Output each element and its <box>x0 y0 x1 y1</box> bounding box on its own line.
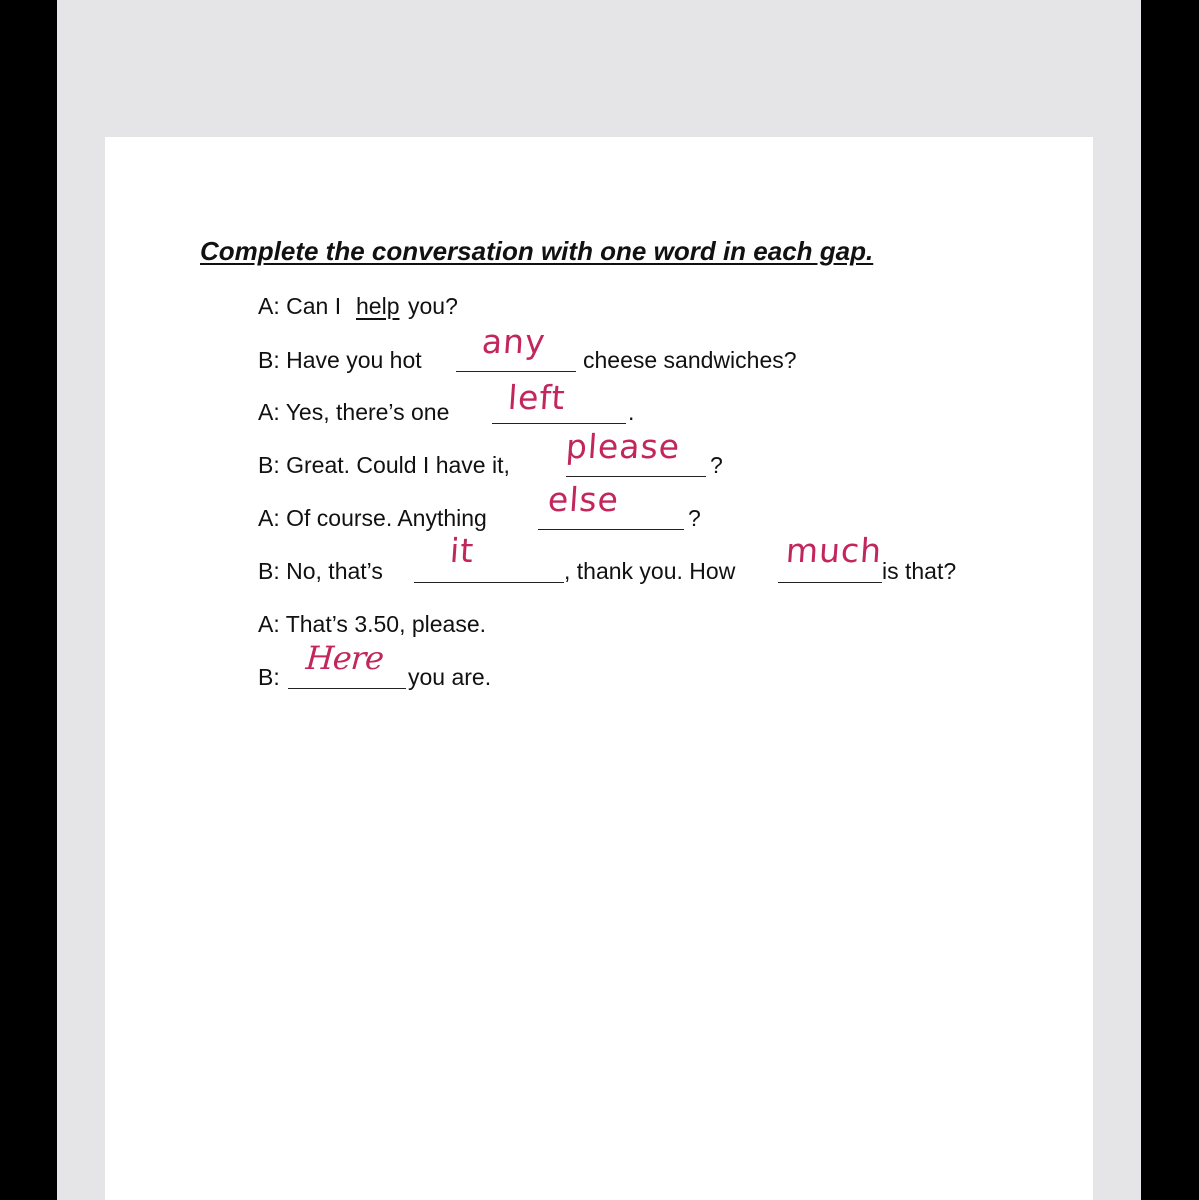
line-6-gap-1 <box>414 556 564 583</box>
line-3-text-end: . <box>628 399 635 425</box>
line-6-handwritten-answer-2: much <box>784 531 884 570</box>
line-3-text-start: A: Yes, there’s one <box>258 399 450 425</box>
line-6-text-middle: , thank you. How <box>564 558 736 584</box>
line-2-handwritten-answer: any <box>480 322 548 361</box>
line-4-text-start: B: Great. Could I have it, <box>258 452 510 478</box>
line-1-text-end: you? <box>408 293 458 319</box>
line-4-text-end: ? <box>710 452 723 478</box>
line-2-text-start: B: Have you hot <box>258 347 422 373</box>
line-7-text: A: That’s 3.50, please. <box>258 611 487 637</box>
line-5-text-end: ? <box>688 505 701 531</box>
line-8-text-start: B: <box>258 664 280 690</box>
worksheet-instruction: Complete the conversation with one word in each gap. <box>200 236 874 266</box>
line-1-example-word: help <box>356 293 400 319</box>
line-5-text-start: A: Of course. Anything <box>258 505 487 531</box>
line-1-text-start: A: Can I <box>258 293 342 319</box>
line-6-text-end: is that? <box>882 558 957 584</box>
worksheet-page <box>105 137 1093 1200</box>
left-black-bar <box>0 0 57 1200</box>
line-8-text-end: you are. <box>408 664 492 690</box>
line-8-handwritten-answer: Here <box>304 639 385 677</box>
line-3-handwritten-answer: left <box>506 378 567 417</box>
line-4-handwritten-answer: please <box>564 427 682 466</box>
line-6-handwritten-answer-1: it <box>448 531 476 570</box>
right-black-bar <box>1141 0 1199 1200</box>
line-2-text-end: cheese sandwiches? <box>583 347 797 373</box>
line-6-text-start: B: No, that’s <box>258 558 383 584</box>
line-5-handwritten-answer: else <box>546 480 621 519</box>
